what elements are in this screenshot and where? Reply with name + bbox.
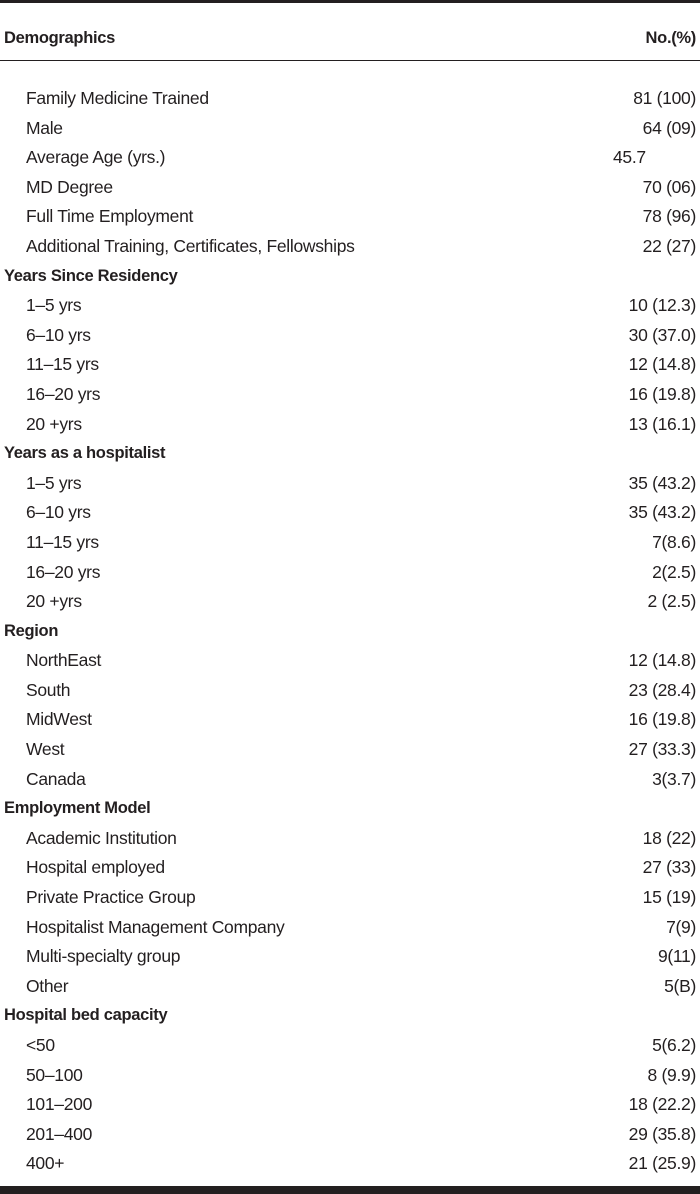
row-label: Hospitalist Management Company xyxy=(26,916,285,937)
table-row xyxy=(0,380,700,410)
table-row xyxy=(0,1061,700,1091)
row-value: 7(9) xyxy=(666,916,696,937)
row-label: NorthEast xyxy=(26,650,102,671)
section-heading: Region xyxy=(4,621,59,640)
header-number-percent: No.(%) xyxy=(645,29,696,47)
row-value: 21 (25.9) xyxy=(628,1153,696,1174)
table-header-rule xyxy=(0,60,700,61)
section-heading: Years as a hospitalist xyxy=(4,444,166,463)
table-row xyxy=(0,321,700,351)
table-row xyxy=(0,1031,700,1061)
table-row xyxy=(0,528,700,558)
row-label: Male xyxy=(26,117,63,138)
row-value: 15 (19) xyxy=(642,887,696,908)
section-heading: Employment Model xyxy=(4,799,151,818)
section-heading-row xyxy=(0,1001,700,1031)
row-value: 29 (35.8) xyxy=(628,1123,696,1144)
table-row xyxy=(0,913,700,943)
row-value: 70 (06) xyxy=(642,176,696,197)
section-heading-row xyxy=(0,439,700,469)
table-row xyxy=(0,853,700,883)
table-row xyxy=(0,646,700,676)
row-value: 45.7 xyxy=(613,147,646,168)
section-heading-row xyxy=(0,794,700,824)
table-row xyxy=(0,1120,700,1150)
table-row xyxy=(0,705,700,735)
row-value: 23 (28.4) xyxy=(628,679,696,700)
row-label: 11–15 yrs xyxy=(26,531,99,552)
row-label: <50 xyxy=(26,1035,55,1055)
table-row xyxy=(0,765,700,795)
table-row xyxy=(0,410,700,440)
row-value: 78 (96) xyxy=(642,206,696,227)
row-label: Academic Institution xyxy=(26,827,177,848)
row-value: 30 (37.0) xyxy=(628,324,696,345)
row-value: 35 (43.2) xyxy=(628,472,696,493)
table-row xyxy=(0,735,700,765)
row-label: 1–5 yrs xyxy=(26,295,82,316)
table-row xyxy=(0,1090,700,1120)
table-row xyxy=(0,291,700,321)
table-row xyxy=(0,558,700,588)
section-heading-row xyxy=(0,617,700,647)
table-header xyxy=(0,22,700,58)
table-row xyxy=(0,587,700,617)
row-value: 22 (27) xyxy=(642,235,696,256)
table-row xyxy=(0,232,700,262)
row-label: 201–400 xyxy=(26,1123,93,1144)
row-label: 16–20 yrs xyxy=(26,561,101,582)
row-label: 11–15 yrs xyxy=(26,354,99,375)
row-label: Full Time Employment xyxy=(26,206,194,227)
row-value: 16 (19.8) xyxy=(628,709,696,730)
row-label: MidWest xyxy=(26,709,92,730)
table-bottom-rule xyxy=(0,1186,700,1194)
table-body xyxy=(0,84,700,1179)
row-label: 50–100 xyxy=(26,1064,83,1085)
row-label: Private Practice Group xyxy=(26,887,196,908)
row-value: 3(3.7) xyxy=(652,768,696,789)
table-row xyxy=(0,824,700,854)
row-value: 27 (33.3) xyxy=(628,739,696,760)
row-label: Average Age (yrs.) xyxy=(26,147,166,168)
row-value: 5(B) xyxy=(664,975,696,996)
row-label: 20 +yrs xyxy=(26,413,82,434)
row-value: 13 (16.1) xyxy=(628,413,696,434)
table-row xyxy=(0,498,700,528)
section-heading: Years Since Residency xyxy=(4,266,178,285)
row-value: 2 (2.5) xyxy=(647,591,696,612)
header-demographics: Demographics xyxy=(4,29,116,47)
section-heading: Hospital bed capacity xyxy=(4,1006,168,1025)
row-value: 12 (14.8) xyxy=(628,354,696,375)
table-top-rule xyxy=(0,0,700,3)
row-value: 35 (43.2) xyxy=(628,502,696,523)
row-label: Additional Training, Certificates, Fellowships xyxy=(26,235,355,256)
table-row xyxy=(0,883,700,913)
row-label: West xyxy=(26,739,65,760)
row-value: 9(11) xyxy=(657,946,696,967)
row-value: 64 (09) xyxy=(642,117,696,138)
row-label: 6–10 yrs xyxy=(26,324,91,345)
row-label: 6–10 yrs xyxy=(26,502,91,523)
row-value: 12 (14.8) xyxy=(628,650,696,671)
table-row xyxy=(0,143,700,173)
row-label: 101–200 xyxy=(26,1094,93,1115)
row-value: 18 (22) xyxy=(642,827,696,848)
table-row xyxy=(0,469,700,499)
table-row xyxy=(0,676,700,706)
row-value: 27 (33) xyxy=(642,857,696,878)
table-row xyxy=(0,202,700,232)
row-label: 20 +yrs xyxy=(26,591,82,612)
row-label: Hospital employed xyxy=(26,857,165,878)
table-row xyxy=(0,1149,700,1179)
row-label: 16–20 yrs xyxy=(26,383,101,404)
row-label: MD Degree xyxy=(26,176,113,197)
row-label: Multi-specialty group xyxy=(26,946,181,967)
row-value: 18 (22.2) xyxy=(628,1094,696,1115)
row-value: 81 (100) xyxy=(633,88,696,108)
table-row xyxy=(0,350,700,380)
row-label: 1–5 yrs xyxy=(26,472,82,493)
row-value: 10 (12.3) xyxy=(628,295,696,316)
row-label: Family Medicine Trained xyxy=(26,88,209,108)
row-label: Other xyxy=(26,975,69,996)
table-row xyxy=(0,114,700,144)
row-label: South xyxy=(26,679,71,700)
row-value: 16 (19.8) xyxy=(628,383,696,404)
table-row xyxy=(0,972,700,1002)
table-row xyxy=(0,942,700,972)
row-label: 400+ xyxy=(26,1153,65,1174)
table-row xyxy=(0,173,700,203)
row-value: 8 (9.9) xyxy=(647,1064,696,1085)
table-row xyxy=(0,84,700,114)
row-label: Canada xyxy=(26,768,86,789)
row-value: 2(2.5) xyxy=(652,561,696,582)
row-value: 5(6.2) xyxy=(652,1035,696,1055)
row-value: 7(8.6) xyxy=(652,531,696,552)
section-heading-row xyxy=(0,262,700,292)
